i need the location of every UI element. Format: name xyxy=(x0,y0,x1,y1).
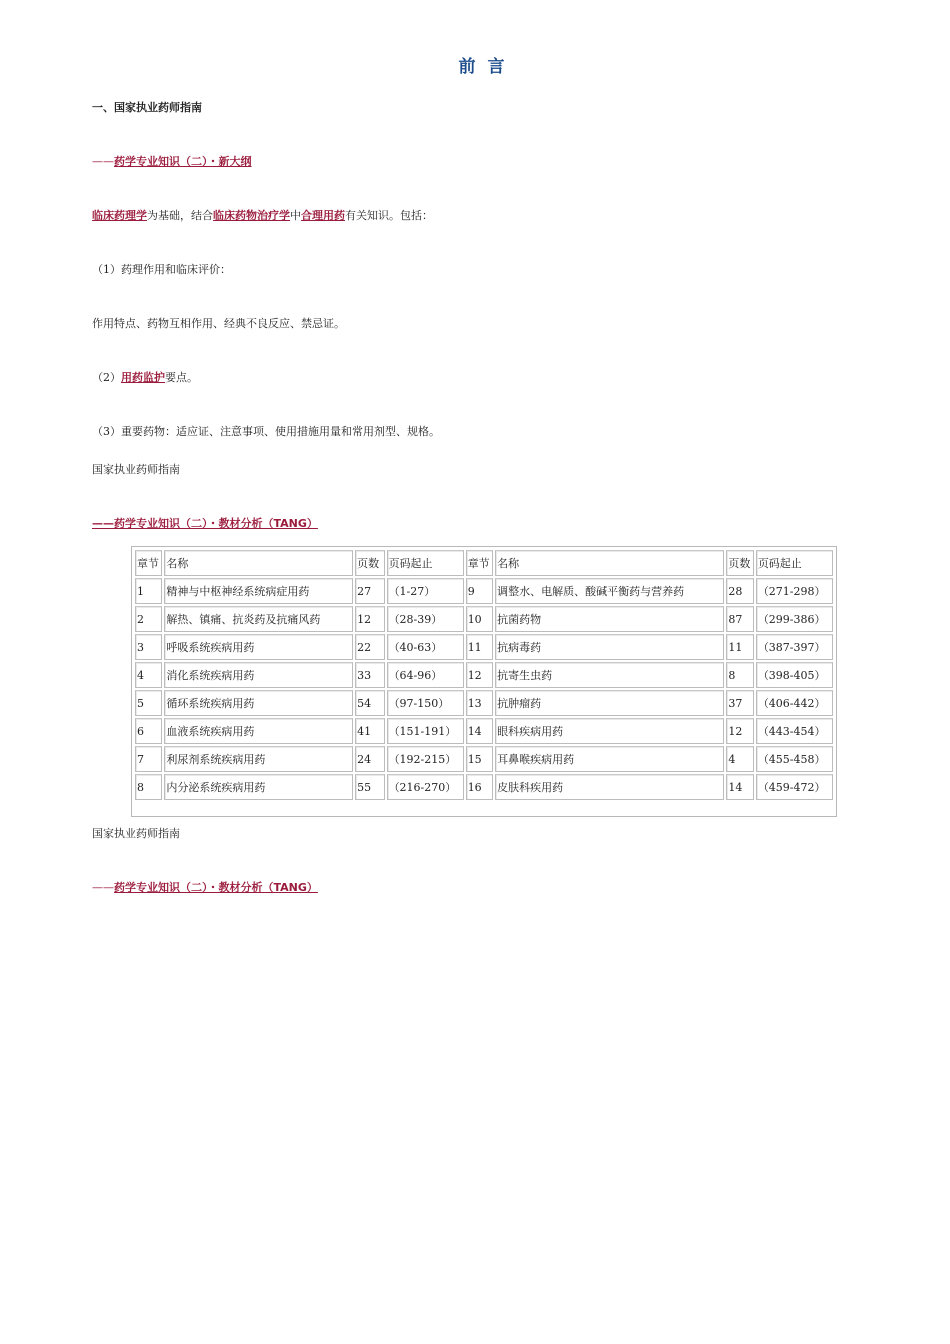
table-cell-chapter-no: 13 xyxy=(466,690,493,716)
table-cell-page-count: 27 xyxy=(355,578,384,604)
table-cell-page-count: 11 xyxy=(726,634,753,660)
table-header-chapter-no: 章节 xyxy=(466,550,493,576)
table-cell-chapter-name: 耳鼻喉疾病用药 xyxy=(495,746,724,772)
table-cell-chapter-name: 抗菌药物 xyxy=(495,606,724,632)
table-cell-chapter-name: 内分泌系统疾病用药 xyxy=(164,774,353,800)
table-cell-page-range: （97-150） xyxy=(387,690,464,716)
table-row xyxy=(135,634,833,660)
table-row xyxy=(135,718,833,744)
table-row xyxy=(135,578,833,604)
link-textbook-analysis-2[interactable]: 药学专业知识（二）・教材分析（TANG） xyxy=(114,881,318,894)
table-header-page-range: 页码起止 xyxy=(756,550,833,576)
table-cell-page-count: 87 xyxy=(726,606,753,632)
table-cell-page-count: 4 xyxy=(726,746,753,772)
table-cell-page-range: （192-215） xyxy=(387,746,464,772)
link-rational-drug-use[interactable]: 合理用药 xyxy=(301,209,345,222)
table-cell-page-range: （216-270） xyxy=(387,774,464,800)
table-row xyxy=(135,690,833,716)
guide-label-2: 国家执业药师指南 xyxy=(92,827,180,840)
table-cell-page-count: 55 xyxy=(355,774,384,800)
chapter-table-frame xyxy=(131,546,837,817)
table-header-chapter-name: 名称 xyxy=(164,550,353,576)
chapter-table xyxy=(133,548,835,802)
table-cell-page-count: 8 xyxy=(726,662,753,688)
table-row xyxy=(135,606,833,632)
table-cell-chapter-no: 6 xyxy=(135,718,162,744)
table-cell-page-range: （459-472） xyxy=(756,774,833,800)
item2-suffix: 要点。 xyxy=(165,371,198,384)
link-textbook-analysis[interactable]: ——药学专业知识（二）・教材分析（TANG） xyxy=(92,517,318,530)
subtitle-textbook-analysis-2 xyxy=(92,879,318,895)
table-cell-chapter-no: 1 xyxy=(135,578,162,604)
table-header-page-count: 页数 xyxy=(726,550,753,576)
table-cell-chapter-name: 血液系统疾病用药 xyxy=(164,718,353,744)
list-item-3: （3）重要药物：适应证、注意事项、使用措施用量和常用剂型、规格。 xyxy=(92,425,440,438)
table-cell-page-range: （398-405） xyxy=(756,662,833,688)
dash-prefix: —— xyxy=(92,155,114,168)
table-cell-chapter-name: 皮肤科疾用药 xyxy=(495,774,724,800)
intro-text-2: 中 xyxy=(290,209,301,222)
table-row xyxy=(135,662,833,688)
guide-label: 国家执业药师指南 xyxy=(92,463,180,476)
table-cell-page-range: （455-458） xyxy=(756,746,833,772)
table-cell-chapter-no: 12 xyxy=(466,662,493,688)
table-row xyxy=(135,746,833,772)
page-title: 前言 xyxy=(458,57,517,77)
item2-prefix: （2） xyxy=(92,371,121,384)
table-cell-page-range: （406-442） xyxy=(756,690,833,716)
table-cell-chapter-name: 抗病毒药 xyxy=(495,634,724,660)
intro-paragraph xyxy=(92,207,433,223)
table-cell-page-range: （64-96） xyxy=(387,662,464,688)
table-cell-chapter-name: 利尿剂系统疾病用药 xyxy=(164,746,353,772)
table-cell-page-count: 22 xyxy=(355,634,384,660)
table-cell-chapter-name: 消化系统疾病用药 xyxy=(164,662,353,688)
table-cell-chapter-name: 调整水、电解质、酸碱平衡药与营养药 xyxy=(495,578,724,604)
table-cell-chapter-no: 16 xyxy=(466,774,493,800)
table-cell-page-range: （299-386） xyxy=(756,606,833,632)
table-cell-chapter-no: 11 xyxy=(466,634,493,660)
table-cell-chapter-name: 精神与中枢神经系统病症用药 xyxy=(164,578,353,604)
table-cell-chapter-no: 15 xyxy=(466,746,493,772)
table-cell-page-count: 12 xyxy=(726,718,753,744)
list-item-2 xyxy=(92,369,198,385)
table-cell-chapter-no: 2 xyxy=(135,606,162,632)
list-item-1-detail: 作用特点、药物互相作用、经典不良反应、禁忌证。 xyxy=(92,317,345,330)
table-cell-page-range: （151-191） xyxy=(387,718,464,744)
table-cell-page-count: 24 xyxy=(355,746,384,772)
table-cell-page-range: （443-454） xyxy=(756,718,833,744)
intro-text-3: 有关知识。包括： xyxy=(345,209,433,222)
table-cell-chapter-no: 7 xyxy=(135,746,162,772)
table-cell-page-count: 54 xyxy=(355,690,384,716)
table-cell-page-count: 28 xyxy=(726,578,753,604)
link-clinical-pharmacology[interactable]: 临床药理学 xyxy=(92,209,147,222)
link-new-syllabus[interactable]: 药学专业知识（二）・新大纲 xyxy=(114,155,252,168)
table-cell-page-range: （28-39） xyxy=(387,606,464,632)
link-medication-monitoring[interactable]: 用药监护 xyxy=(121,371,165,384)
table-cell-chapter-no: 3 xyxy=(135,634,162,660)
table-cell-chapter-no: 14 xyxy=(466,718,493,744)
section-heading: 一、国家执业药师指南 xyxy=(92,101,202,114)
table-cell-page-count: 33 xyxy=(355,662,384,688)
table-cell-chapter-name: 解热、镇痛、抗炎药及抗痛风药 xyxy=(164,606,353,632)
table-header-chapter-name: 名称 xyxy=(495,550,724,576)
intro-text-1: 为基础，结合 xyxy=(147,209,213,222)
table-cell-page-count: 37 xyxy=(726,690,753,716)
list-item-1: （1）药理作用和临床评价： xyxy=(92,263,231,276)
table-cell-chapter-name: 眼科疾病用药 xyxy=(495,718,724,744)
table-cell-chapter-no: 5 xyxy=(135,690,162,716)
table-cell-chapter-name: 抗寄生虫药 xyxy=(495,662,724,688)
table-header-chapter-no: 章节 xyxy=(135,550,162,576)
link-clinical-drug-therapy[interactable]: 临床药物治疗学 xyxy=(213,209,290,222)
table-cell-chapter-name: 抗肿瘤药 xyxy=(495,690,724,716)
table-cell-chapter-name: 循环系统疾病用药 xyxy=(164,690,353,716)
table-cell-page-count: 41 xyxy=(355,718,384,744)
table-cell-page-range: （387-397） xyxy=(756,634,833,660)
table-cell-page-range: （271-298） xyxy=(756,578,833,604)
table-cell-page-count: 12 xyxy=(355,606,384,632)
subtitle-new-syllabus xyxy=(92,153,252,169)
table-cell-page-range: （40-63） xyxy=(387,634,464,660)
table-cell-chapter-no: 8 xyxy=(135,774,162,800)
table-header-row xyxy=(135,550,833,576)
table-cell-chapter-name: 呼吸系统疾病用药 xyxy=(164,634,353,660)
table-header-page-range: 页码起止 xyxy=(387,550,464,576)
table-cell-page-range: （1-27） xyxy=(387,578,464,604)
table-cell-chapter-no: 9 xyxy=(466,578,493,604)
table-row xyxy=(135,774,833,800)
table-cell-chapter-no: 10 xyxy=(466,606,493,632)
table-cell-chapter-no: 4 xyxy=(135,662,162,688)
dash-prefix-2: —— xyxy=(92,881,114,894)
table-header-page-count: 页数 xyxy=(355,550,384,576)
table-cell-page-count: 14 xyxy=(726,774,753,800)
